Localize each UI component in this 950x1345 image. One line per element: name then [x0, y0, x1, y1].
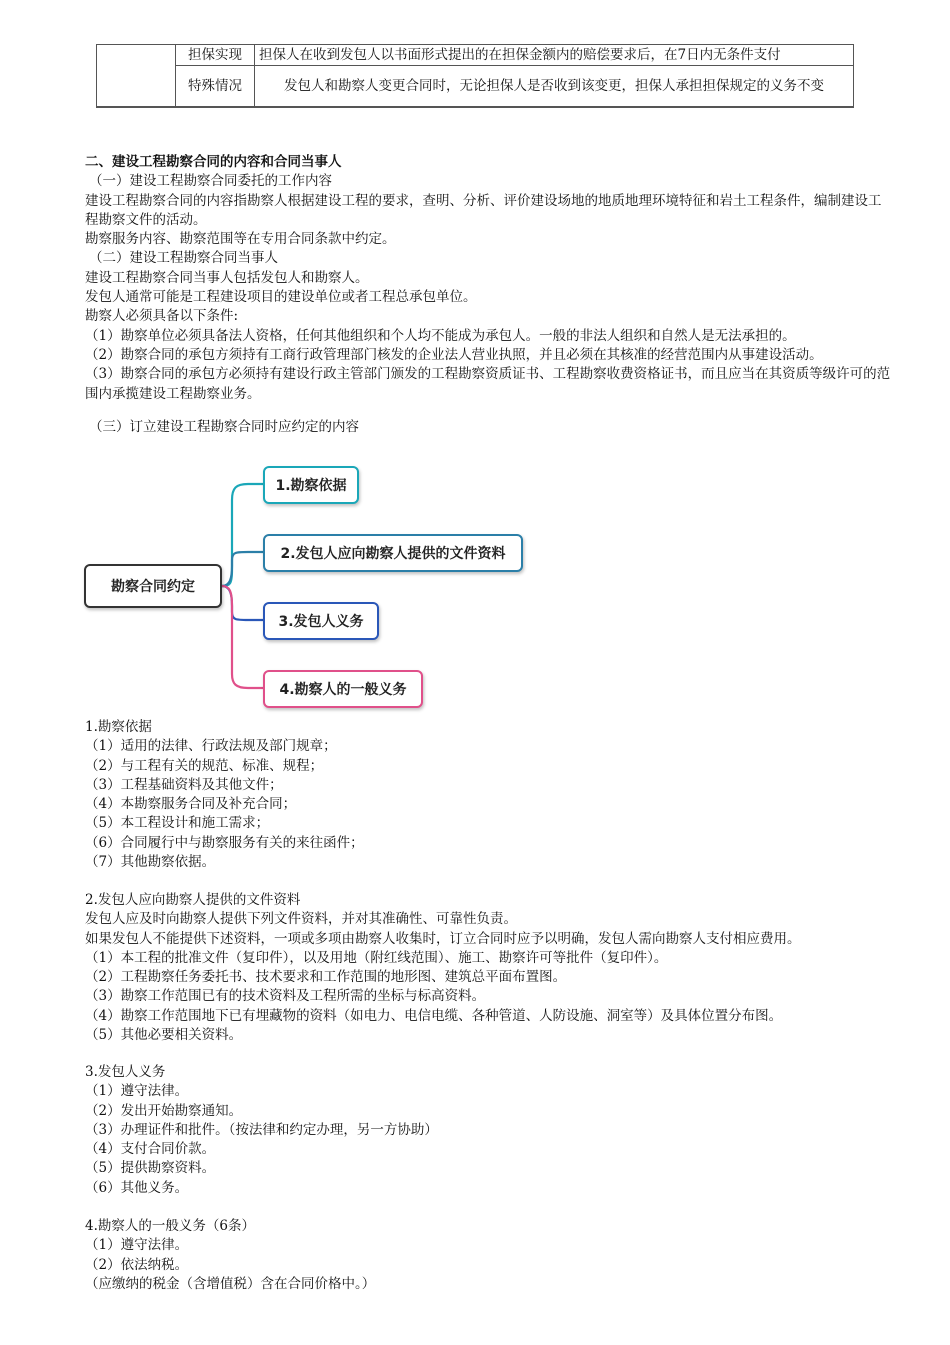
- list-title: 3.发包人义务: [85, 1064, 166, 1080]
- list-item: （2）发出开始勘察通知。: [85, 1102, 243, 1119]
- condition-item: （2）勘察合同的承包方须持有工商行政管理部门核发的企业法人营业执照，并且必须在其核准的经营范围内从事建设活动。: [85, 346, 823, 363]
- list-item: （7）其他勘察依据。: [85, 854, 216, 871]
- mindmap-branch-1: 1.勘察依据: [263, 466, 359, 504]
- table-blank-cell: [97, 45, 176, 108]
- list-item: （4）本勘察服务合同及补充合同；: [85, 796, 297, 813]
- list-item: （6）其他义务。: [85, 1179, 189, 1196]
- list-item: （2）工程勘察任务委托书、技术要求和工作范围的地形图、建筑总平面布置图。: [85, 969, 567, 986]
- section-two: [85, 153, 891, 437]
- list-item: （3）勘察工作范围已有的技术资料及工程所需的坐标与标高资料。: [85, 988, 486, 1005]
- paragraph: 建设工程勘察合同的内容指勘察人根据建设工程的要求，查明、分析、评价建设场地的地质地理环境特征和岩土工程条件，编制建设工程勘察文件的活动。: [85, 192, 882, 228]
- subsection-heading: （二）建设工程勘察合同当事人: [89, 250, 278, 267]
- table-value-cell: 发包人和勘察人变更合同时，无论担保人是否收到该变更，担保人承担担保规定的义务不变: [255, 66, 854, 108]
- mindmap-branch-2: 2.发包人应向勘察人提供的文件资料: [263, 534, 523, 572]
- list-item: （5）其他必要相关资料。: [85, 1027, 243, 1044]
- list-item: （3）工程基础资料及其他文件；: [85, 776, 283, 793]
- list-item: （3）办理证件和批件。（按法律和约定办理，另一方协助）: [85, 1121, 438, 1138]
- paragraph: 建设工程勘察合同当事人包括发包人和勘察人。: [85, 269, 369, 286]
- table-label-cell: 特殊情况: [176, 66, 255, 108]
- subsection-heading: （一）建设工程勘察合同委托的工作内容: [89, 173, 332, 190]
- connector-4: [222, 586, 263, 688]
- connector-3: [222, 586, 263, 620]
- list-item: （2）依法纳税。: [85, 1256, 189, 1273]
- paragraph: 发包人应及时向勘察人提供下列文件资料，并对其准确性、可靠性负责。: [85, 911, 517, 928]
- guarantee-table: [96, 44, 854, 108]
- list-basis: [85, 718, 891, 872]
- list-item: （6）合同履行中与勘察服务有关的来往函件；: [85, 834, 364, 851]
- list-item: （5）提供勘察资料。: [85, 1160, 216, 1177]
- table-row: [97, 66, 854, 108]
- list-item: （1）遵守法律。: [85, 1237, 189, 1254]
- list-item: （1）遵守法律。: [85, 1083, 189, 1100]
- subsection-heading: （三）订立建设工程勘察合同时应约定的内容: [89, 418, 359, 435]
- list-item: （4）勘察工作范围地下已有埋藏物的资料（如电力、电信电缆、各种管道、人防设施、洞室等）及具体位置分布图。: [85, 1007, 783, 1024]
- table-label-cell: 担保实现: [176, 45, 255, 66]
- list-item: （2）与工程有关的规范、标准、规程；: [85, 757, 324, 774]
- section-title: 二、建设工程勘察合同的内容和合同当事人: [85, 154, 342, 170]
- list-documents: [85, 891, 891, 1045]
- mindmap: [80, 460, 530, 716]
- mindmap-branch-3: 3.发包人义务: [263, 602, 379, 640]
- list-item: （5）本工程设计和施工需求；: [85, 815, 270, 832]
- paragraph: 勘察服务内容、勘察范围等在专用合同条款中约定。: [85, 231, 396, 248]
- list-item: （应缴纳的税金（含增值税）含在合同价格中。）: [85, 1275, 376, 1292]
- list-item: （1）本工程的批准文件（复印件），以及用地（附红线范围）、施工、勘察许可等批件（复印件）。: [85, 949, 668, 966]
- list-employer-obligations: [85, 1063, 891, 1198]
- condition-item: （3）勘察合同的承包方必须持有建设行政主管部门颁发的工程勘察资质证书、工程勘察收费资格证书，而且应当在其资质等级许可的范围内承揽建设工程勘察业务。: [85, 366, 891, 402]
- paragraph: 发包人通常可能是工程建设项目的建设单位或者工程总承包单位。: [85, 289, 477, 306]
- connector-2: [222, 552, 263, 586]
- list-surveyor-obligations: [85, 1217, 891, 1294]
- paragraph: 如果发包人不能提供下述资料，一项或多项由勘察人收集时，订立合同时应予以明确，发包人需向勘察人支付相应费用。: [85, 930, 801, 947]
- list-title: 4.勘察人的一般义务（6条）: [85, 1218, 255, 1234]
- table-row: [97, 45, 854, 66]
- list-title: 2.发包人应向勘察人提供的文件资料: [85, 892, 301, 908]
- list-title: 1.勘察依据: [85, 719, 152, 735]
- list-item: （4）支付合同价款。: [85, 1141, 216, 1158]
- mindmap-root: 勘察合同约定: [84, 564, 222, 608]
- condition-item: （1）勘察单位必须具备法人资格，任何其他组织和个人均不能成为承包人。一般的非法人组织和自然人是无法承担的。: [85, 327, 796, 344]
- mindmap-branch-4: 4.勘察人的一般义务: [263, 670, 423, 708]
- list-item: （1）适用的法律、行政法规及部门规章；: [85, 738, 337, 755]
- paragraph: 勘察人必须具备以下条件:: [85, 308, 239, 325]
- table-value-cell: 担保人在收到发包人以书面形式提出的在担保金额内的赔偿要求后，在7日内无条件支付: [255, 45, 854, 66]
- connector-1: [222, 484, 263, 586]
